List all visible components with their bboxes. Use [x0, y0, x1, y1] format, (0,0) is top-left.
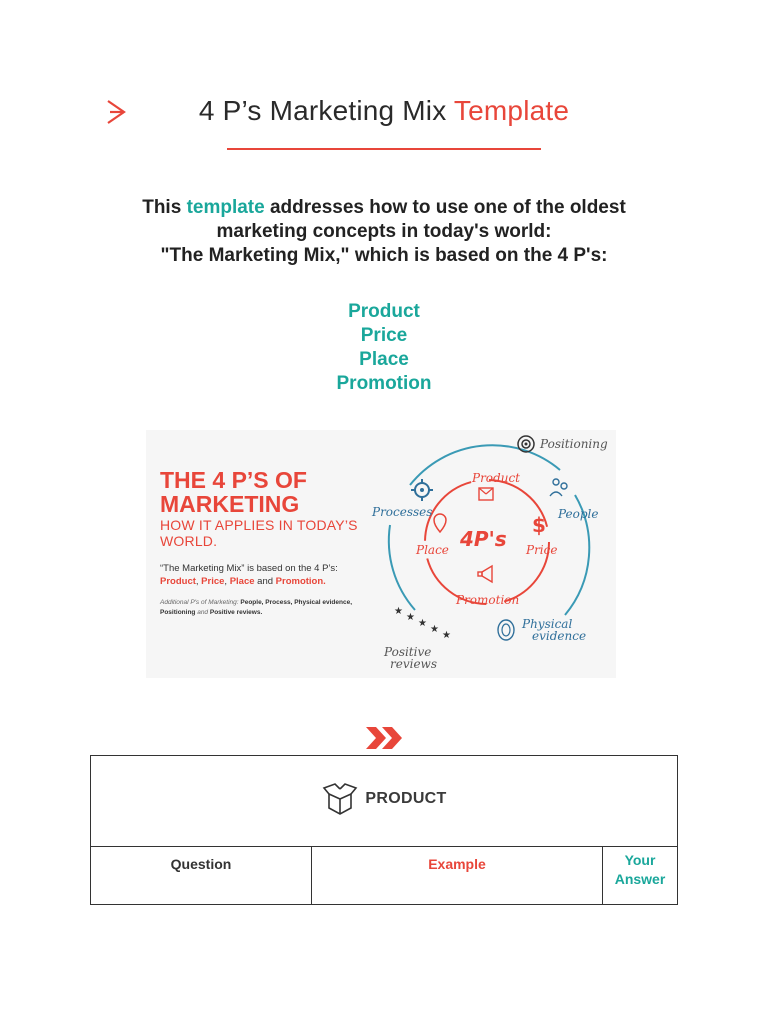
additional-lead: Additional P's of Marketing:	[160, 599, 239, 606]
p-price: Price	[360, 325, 408, 346]
intro-paragraph	[90, 196, 678, 268]
infographic-text-block	[160, 468, 380, 618]
label-physical-1: Physical	[522, 617, 573, 631]
column-answer-line-1: Your	[624, 852, 656, 868]
based-p4: Promotion.	[275, 576, 326, 587]
based-p2: Price	[201, 576, 225, 587]
intro-highlight: template	[186, 197, 265, 218]
fingerprint-icon	[498, 620, 514, 640]
column-question-label: Question	[170, 856, 232, 872]
people-icon	[550, 479, 567, 496]
svg-text:★: ★	[418, 618, 427, 629]
label-positive-2: reviews	[390, 657, 437, 671]
open-box-icon	[321, 780, 359, 818]
based-lead: “The Marketing Mix” is based on the 4 P’s:	[160, 563, 338, 574]
column-example	[312, 847, 603, 905]
additional-and: and	[197, 609, 209, 616]
column-example-label: Example	[428, 856, 486, 872]
svg-text:★: ★	[442, 630, 451, 641]
based-and: and	[257, 576, 274, 587]
column-question	[91, 847, 312, 905]
product-heading: PRODUCT	[365, 789, 447, 807]
based-p3: Place	[229, 576, 255, 587]
target-icon	[518, 436, 534, 452]
p-product: Product	[348, 301, 420, 322]
label-product: Product	[472, 471, 520, 485]
label-place: Place	[416, 543, 449, 557]
svg-text:★: ★	[406, 612, 415, 623]
four-ps-list	[0, 300, 768, 396]
gear-icon	[411, 479, 433, 501]
infographic-additional	[160, 598, 380, 618]
infographic-sub-1: HOW IT APPLIES IN TODAY’S	[160, 517, 358, 533]
label-physical-2: evidence	[532, 629, 587, 643]
location-pin-icon	[434, 514, 446, 532]
p-place: Place	[359, 349, 409, 370]
infographic-based-text: “The Marketing Mix” is based on the 4 P’s: Product, Price, Place and Promotion.	[160, 563, 338, 587]
title-highlight: Template	[453, 95, 570, 126]
label-center: 4P's	[460, 527, 507, 551]
based-p1: Product	[160, 576, 196, 587]
page-title	[0, 95, 768, 127]
infographic-sub-2: WORLD.	[160, 533, 218, 549]
double-chevron-icon	[364, 725, 406, 751]
additional-items: People, Process, Physical evidence, Positioning	[160, 599, 353, 616]
label-positive-1: Positive	[384, 645, 432, 659]
column-answer-line-2: Answer	[614, 871, 666, 887]
product-box-icon	[479, 488, 493, 500]
label-people: People	[558, 507, 599, 521]
label-processes: Processes	[372, 505, 433, 519]
label-price: Price	[526, 543, 558, 557]
svg-text:★: ★	[430, 624, 439, 635]
four-ps-wheel	[360, 430, 616, 678]
product-header-cell	[91, 756, 678, 847]
infographic-heading-1: THE 4 P’S OF	[160, 467, 307, 493]
intro-line-3: "The Marketing Mix," which is based on the 4 P's:	[160, 245, 608, 266]
dollar-icon: $	[532, 513, 546, 537]
infographic-heading-2: MARKETING	[160, 491, 300, 517]
product-table	[90, 755, 678, 905]
title-underline	[227, 148, 541, 150]
intro-line-2: marketing concepts in today's world:	[216, 221, 552, 242]
label-promotion: Promotion	[456, 593, 520, 607]
marketing-infographic	[146, 430, 616, 678]
additional-last: Positive reviews.	[209, 609, 263, 616]
title-main: 4 P’s Marketing Mix	[198, 95, 447, 126]
p-promotion: Promotion	[336, 373, 432, 394]
column-your-answer	[603, 847, 678, 905]
intro-lead: This	[142, 197, 182, 218]
intro-rest: addresses how to use one of the oldest	[269, 197, 626, 218]
label-positioning: Positioning	[540, 437, 608, 451]
stars-icon	[394, 606, 451, 641]
svg-text:★: ★	[394, 606, 403, 617]
megaphone-icon	[478, 566, 492, 582]
